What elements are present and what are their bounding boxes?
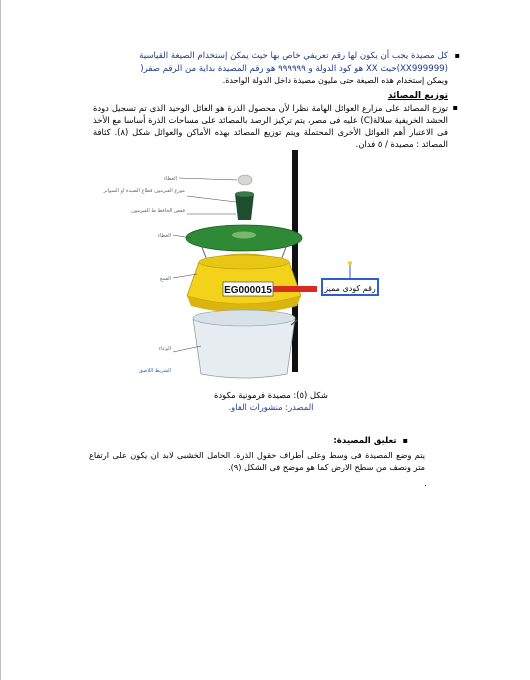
section-heading-hanging <box>333 436 408 446</box>
label-funnel: القمع <box>160 276 171 282</box>
label-bucket: الوعاء <box>158 346 171 352</box>
bullet-icon: ▪ <box>454 51 460 60</box>
arrow-shape <box>273 286 317 292</box>
cap-shape <box>238 175 252 185</box>
para1-line2: (XX999999)حيث XX هو كود الدولة و ٩٩٩٩٩٩ هو رقم المصيدة بداية من الرقم صفر( <box>140 63 448 74</box>
para1-line3: ويمكن إستخدام هذه الصيغة حتى مليون مصيدة داخل الدولة الواحدة. <box>222 76 448 85</box>
stray-period: . <box>424 479 427 489</box>
label-cap: الغطاء <box>163 176 177 182</box>
label-strap: الشريط اللاصق <box>138 368 171 374</box>
section2-heading-text: تعليق المصيدة: <box>333 436 397 446</box>
section-heading-distribution: توزيع المصائد <box>387 91 448 101</box>
lure-holder-top <box>235 191 254 197</box>
para2-text: توزع المصائد على مزارع العوائل الهامة نظرا لأن محصول الذرة هو العائل الوحيد الذى تم تسجيل دودة الحشد الخريفية سلالة(C) عليه فى مصر، يتم تركيز الرصد بالمصائد على مساحات الذرة أساسا مع الأخذ فى الاعتبار أهم العوائل الأخرى المحتملة ويتم توزيع المصائد بهذه الأماكن والعوائل شكل (٨). كثافة المصائد : مصيدة / ٥ فدان. <box>93 103 448 149</box>
caption-title: شكل (٥): مصيدة فرمونية مكودة <box>214 390 328 400</box>
label-lure-holder: قفص الحافظ ط الفيرمون <box>131 208 185 214</box>
label-lid: الغطاء <box>157 233 171 239</box>
para1-line1: كل مصيدة يجب أن يكون لها رقم تعريفي خاص بها حيث يمكن إستخدام الصيغة القياسية <box>139 51 448 61</box>
lid-hole <box>232 232 256 239</box>
code-label-text: رقم كودى مميز <box>324 284 376 293</box>
trap-code-text: EG000015 <box>224 285 272 296</box>
trap-figure <box>103 150 401 390</box>
figure-caption <box>171 389 371 413</box>
pole-shape <box>292 150 298 372</box>
paragraph-trap-id <box>41 50 460 88</box>
paragraph-hanging: يتم وضع المصيدة فى وسط وعلى أطراف حقول الذرة. الحامل الخشبى لابد ان يكون على ارتفاع متر ونصف من سطح الارض كما هو موضح فى الشكل (٩). <box>89 450 425 472</box>
bullet-icon: ▪ <box>452 103 458 112</box>
caption-source: المصدر: منشورات الفاو. <box>228 402 314 412</box>
bullet-icon: ▪ <box>402 436 408 445</box>
label-lure: موزع الفيرمون قطاع الصيدة او السواتر <box>103 188 185 194</box>
paragraph-distribution <box>93 102 458 150</box>
lure-holder-shape <box>235 194 254 220</box>
trap-illustration <box>103 150 401 390</box>
